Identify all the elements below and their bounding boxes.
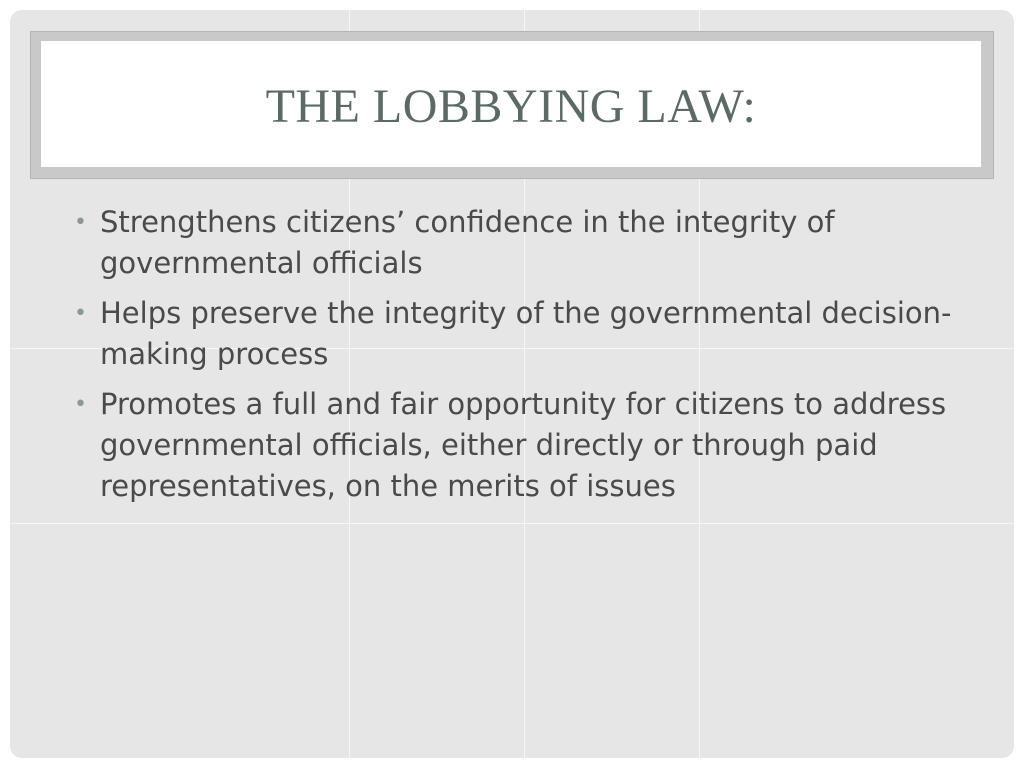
slide-title: THE LOBBYING LAW:: [265, 79, 757, 133]
bullet-item: [72, 202, 972, 284]
bullet-text: Strengthens citizens’ confidence in the integrity of governmental officials: [100, 205, 835, 280]
bullet-icon: •: [74, 210, 87, 235]
bullet-text: Promotes a full and fair opportunity for citizens to address governmental officials, either directly or through paid representatives, on the merits of issues: [100, 387, 947, 503]
bullet-icon: •: [74, 392, 87, 417]
bullet-text: Helps preserve the integrity of the governmental decision-making process: [100, 296, 952, 371]
bullet-item: [72, 293, 972, 375]
title-box: [41, 41, 981, 167]
bullet-list: [72, 202, 972, 516]
bullet-icon: •: [74, 301, 87, 326]
grid-line: [10, 523, 1014, 524]
bullet-item: [72, 384, 972, 507]
slide: [10, 10, 1014, 758]
